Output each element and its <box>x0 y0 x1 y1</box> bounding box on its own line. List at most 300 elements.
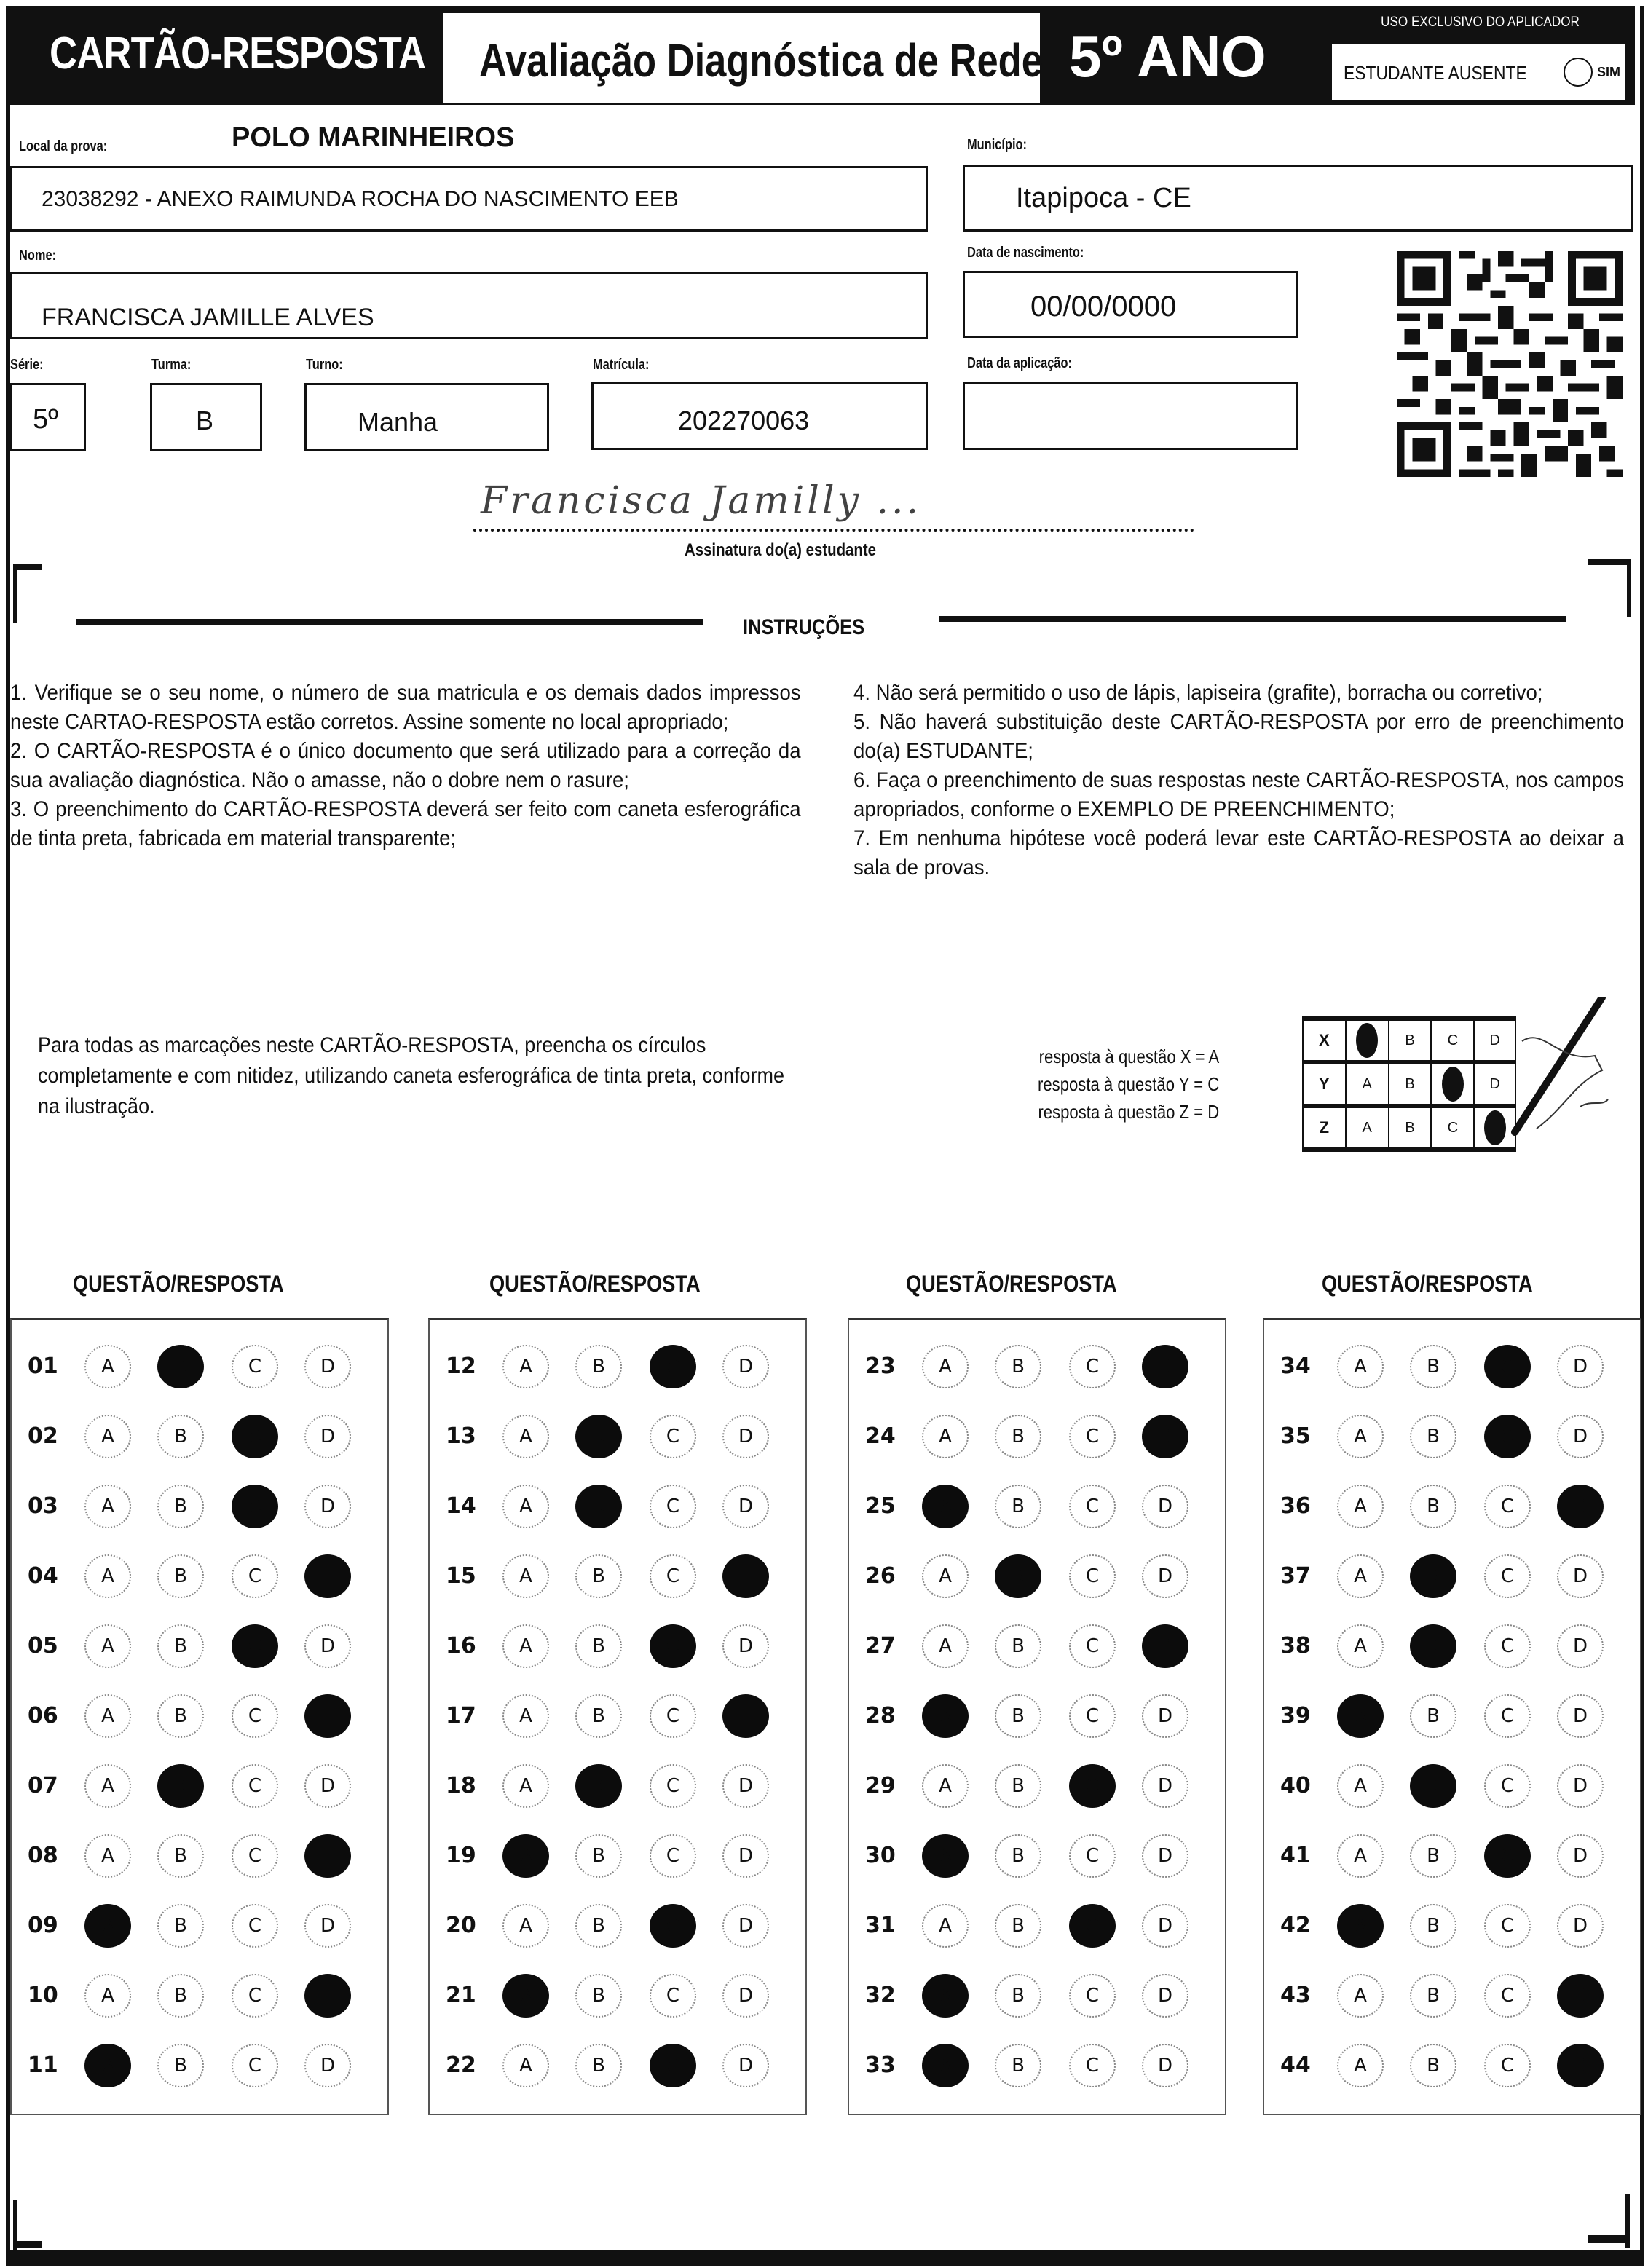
aplicacao-field <box>963 382 1298 450</box>
answer-bubble[interactable]: D <box>1142 1764 1188 1808</box>
qr-code-icon <box>1397 248 1623 481</box>
signature-label: Assinatura do(a) estudante <box>685 540 876 560</box>
answer-bubble[interactable]: A <box>502 1904 549 1948</box>
answer-bubble-filled[interactable]: B <box>575 1764 622 1808</box>
answer-bubble[interactable]: A <box>502 1624 549 1668</box>
answer-bubble-filled[interactable]: D <box>1142 1415 1188 1458</box>
answer-bubble[interactable]: B <box>1410 1485 1456 1528</box>
answer-bubble-filled[interactable]: D <box>304 1974 351 2018</box>
answer-bubble[interactable]: D <box>304 1345 351 1388</box>
answer-bubble[interactable]: D <box>722 1345 769 1388</box>
answer-bubble[interactable]: D <box>1557 1834 1604 1878</box>
answer-bubble[interactable]: A <box>84 1764 131 1808</box>
question-number: 41 <box>1280 1843 1311 1868</box>
question-number: 26 <box>865 1563 896 1589</box>
example-filled-bubble <box>1345 1021 1388 1060</box>
question-number: 44 <box>1280 2052 1311 2078</box>
corner-mark-bl <box>13 2241 42 2248</box>
answer-bubble[interactable]: C <box>650 1764 696 1808</box>
answer-bubble-filled[interactable]: A <box>84 1904 131 1948</box>
question-number: 37 <box>1280 1563 1311 1589</box>
answer-bubble[interactable]: A <box>922 1554 969 1598</box>
answer-bubble[interactable]: B <box>995 1904 1041 1948</box>
instruction-4: 4. Não será permitido o uso de lápis, lapiseira (grafite), borracha ou corretivo; <box>853 681 1543 705</box>
answer-bubble[interactable]: A <box>84 1554 131 1598</box>
nascimento-field <box>963 271 1298 338</box>
question-number: 29 <box>865 1773 896 1798</box>
answer-bubble[interactable]: B <box>995 1834 1041 1878</box>
instructions-right <box>853 679 1624 882</box>
answer-bubble[interactable]: C <box>232 1694 278 1738</box>
question-number: 32 <box>865 1983 896 2008</box>
question-row <box>849 1904 1225 1948</box>
question-row <box>1264 1694 1640 1738</box>
answer-bubble[interactable]: B <box>157 1974 204 2018</box>
answer-bubble[interactable]: A <box>502 1415 549 1458</box>
answer-bubble-filled[interactable]: A <box>922 2044 969 2087</box>
answer-bubble[interactable]: C <box>1069 1485 1116 1528</box>
serie-field <box>10 383 86 451</box>
question-row <box>430 1904 805 1948</box>
answer-bubble-filled[interactable]: C <box>1069 1764 1116 1808</box>
municipio-value: Itapipoca - CE <box>1016 183 1191 213</box>
answer-bubble[interactable]: C <box>232 1974 278 2018</box>
answer-bubble[interactable]: A <box>922 1764 969 1808</box>
question-row <box>849 1764 1225 1808</box>
answer-bubble[interactable]: A <box>1337 1624 1384 1668</box>
answer-bubble-filled[interactable]: D <box>304 1694 351 1738</box>
absent-option-label: SIM <box>1597 65 1621 79</box>
question-number: 20 <box>446 1913 476 1938</box>
answer-bubble-filled[interactable]: C <box>650 1904 696 1948</box>
instruction-5: 5. Não haverá substituição deste CARTÃO-RESPOSTA por erro de preenchimento do(a) ESTUDANTE; <box>853 710 1624 763</box>
answer-bubble[interactable]: C <box>650 1694 696 1738</box>
answer-bubble[interactable]: B <box>995 1345 1041 1388</box>
question-row <box>1264 1834 1640 1878</box>
column-header: QUESTÃO/RESPOSTA <box>73 1271 284 1297</box>
example-row-key: X <box>1302 1021 1345 1060</box>
answer-bubble[interactable]: D <box>1557 1554 1604 1598</box>
example-grid <box>1302 1016 1516 1152</box>
filled-dot-icon <box>1356 1023 1378 1058</box>
instructions-title: INSTRUÇÕES <box>743 615 865 639</box>
question-row <box>1264 1554 1640 1598</box>
answer-bubble-filled[interactable]: B <box>575 1485 622 1528</box>
example-bubble: C <box>1430 1021 1473 1060</box>
answer-bubble-filled[interactable]: D <box>1557 2044 1604 2087</box>
answer-bubble[interactable]: B <box>995 1415 1041 1458</box>
answer-bubble[interactable]: A <box>922 1345 969 1388</box>
answer-bubble-filled[interactable]: A <box>922 1694 969 1738</box>
answer-bubble[interactable]: C <box>1484 1904 1531 1948</box>
answer-column-2 <box>428 1318 807 2115</box>
question-number: 28 <box>865 1703 896 1728</box>
instruction-7: 7. Em nenhuma hipótese você poderá levar este CARTÃO-RESPOSTA ao deixar a sala de provas. <box>853 826 1624 880</box>
question-number: 08 <box>28 1843 58 1868</box>
question-number: 04 <box>28 1563 58 1589</box>
answer-bubble[interactable]: C <box>232 1764 278 1808</box>
answer-bubble[interactable]: B <box>575 1345 622 1388</box>
answer-bubble[interactable]: C <box>1069 1415 1116 1458</box>
answer-bubble-filled[interactable]: A <box>922 1834 969 1878</box>
answer-bubble[interactable]: D <box>722 1974 769 2018</box>
answer-bubble[interactable]: A <box>84 1345 131 1388</box>
answer-bubble[interactable]: D <box>304 2044 351 2087</box>
answer-bubble[interactable]: D <box>304 1764 351 1808</box>
turno-field <box>304 383 549 451</box>
answer-bubble[interactable]: B <box>575 2044 622 2087</box>
local-label: Local da prova: <box>19 138 108 154</box>
question-number: 35 <box>1280 1423 1311 1449</box>
example-legend-x: resposta à questão X = A <box>1038 1046 1220 1067</box>
answer-bubble-filled[interactable]: A <box>502 1974 549 2018</box>
answer-bubble-filled[interactable]: D <box>1557 1974 1604 2018</box>
nome-field <box>10 272 928 339</box>
answer-column-1 <box>10 1318 389 2115</box>
answer-bubble[interactable]: C <box>1069 1694 1116 1738</box>
question-row <box>430 1974 805 2018</box>
answer-bubble[interactable]: C <box>650 1554 696 1598</box>
answer-bubble[interactable]: B <box>995 1694 1041 1738</box>
absent-label: ESTUDANTE AUSENTE <box>1344 62 1527 84</box>
question-number: 03 <box>28 1493 58 1519</box>
question-row <box>12 2044 387 2087</box>
answer-bubble[interactable]: C <box>1069 1554 1116 1598</box>
answer-bubble[interactable]: D <box>304 1485 351 1528</box>
question-number: 16 <box>446 1633 476 1659</box>
answer-bubble[interactable]: C <box>1069 1624 1116 1668</box>
answer-bubble[interactable]: A <box>84 1485 131 1528</box>
answer-bubble[interactable]: D <box>1142 1974 1188 2018</box>
answer-bubble[interactable]: D <box>722 1764 769 1808</box>
answer-bubble[interactable]: B <box>575 1974 622 2018</box>
answer-bubble[interactable]: B <box>157 1904 204 1948</box>
question-number: 38 <box>1280 1633 1311 1659</box>
answer-bubble[interactable]: B <box>995 1974 1041 2018</box>
answer-bubble-filled[interactable]: C <box>650 2044 696 2087</box>
sheet-title: CARTÃO-RESPOSTA <box>50 28 426 79</box>
answer-bubble[interactable]: C <box>232 1345 278 1388</box>
question-row <box>1264 1415 1640 1458</box>
column-header: QUESTÃO/RESPOSTA <box>489 1271 701 1297</box>
answer-bubble[interactable]: A <box>84 1415 131 1458</box>
answer-bubble[interactable]: A <box>84 1624 131 1668</box>
answer-bubble-filled[interactable]: B <box>1410 1554 1456 1598</box>
answer-bubble[interactable]: A <box>1337 1554 1384 1598</box>
question-row <box>849 1554 1225 1598</box>
answer-bubble[interactable]: A <box>84 1974 131 2018</box>
question-number: 09 <box>28 1913 58 1938</box>
answer-bubble[interactable]: D <box>1142 1485 1188 1528</box>
answer-bubble[interactable]: B <box>157 1834 204 1878</box>
answer-bubble[interactable]: D <box>1142 2044 1188 2087</box>
answer-bubble-filled[interactable]: A <box>502 1834 549 1878</box>
signature-line[interactable] <box>473 473 1194 532</box>
answer-bubble[interactable]: C <box>232 1554 278 1598</box>
answer-bubble[interactable]: B <box>1410 1415 1456 1458</box>
answer-bubble[interactable]: C <box>650 1974 696 2018</box>
example-bubble: B <box>1388 1064 1431 1104</box>
answer-bubble-filled[interactable]: D <box>1142 1345 1188 1388</box>
question-number: 33 <box>865 2052 896 2078</box>
answer-bubble[interactable]: A <box>922 1624 969 1668</box>
question-row <box>430 1764 805 1808</box>
answer-bubble[interactable]: A <box>1337 1834 1384 1878</box>
answer-bubble[interactable]: C <box>1484 1554 1531 1598</box>
instruction-3: 3. O preenchimento do CARTÃO-RESPOSTA deverá ser feito com caneta esferográfica de tinta preta, fabricada em material transparente; <box>10 797 801 850</box>
question-number: 27 <box>865 1633 896 1659</box>
question-number: 01 <box>28 1354 58 1379</box>
question-number: 12 <box>446 1354 476 1379</box>
answer-bubble[interactable]: B <box>995 1624 1041 1668</box>
question-number: 42 <box>1280 1913 1311 1938</box>
answer-bubble[interactable]: D <box>722 1624 769 1668</box>
answer-bubble-filled[interactable]: C <box>232 1485 278 1528</box>
answer-bubble[interactable]: B <box>995 2044 1041 2087</box>
answer-bubble-filled[interactable]: D <box>1557 1485 1604 1528</box>
grade-label: 5º ANO <box>1069 24 1266 89</box>
example-row-key: Y <box>1302 1064 1345 1104</box>
answer-bubble[interactable]: A <box>502 1345 549 1388</box>
question-row <box>849 2044 1225 2087</box>
answer-bubble[interactable]: D <box>1557 1764 1604 1808</box>
exam-name: Avaliação Diagnóstica de Rede <box>479 34 1043 87</box>
answer-bubble-filled[interactable]: A <box>922 1974 969 2018</box>
turma-label: Turma: <box>151 357 192 373</box>
answer-bubble[interactable]: B <box>157 1415 204 1458</box>
answer-bubble[interactable]: B <box>1410 1904 1456 1948</box>
answer-bubble[interactable]: B <box>575 1554 622 1598</box>
answer-bubble[interactable]: A <box>84 1834 131 1878</box>
answer-bubble[interactable]: C <box>232 1834 278 1878</box>
answer-bubble-filled[interactable]: C <box>1069 1904 1116 1948</box>
answer-bubble[interactable]: C <box>1069 1834 1116 1878</box>
pen-hand-illustration-icon <box>1493 997 1609 1143</box>
answer-bubble-filled[interactable]: A <box>922 1485 969 1528</box>
nome-label: Nome: <box>19 248 57 264</box>
answer-bubble[interactable]: B <box>575 1904 622 1948</box>
filled-dot-icon <box>1442 1067 1464 1102</box>
answer-bubble[interactable]: D <box>1557 1904 1604 1948</box>
answer-bubble-filled[interactable]: B <box>157 1345 204 1388</box>
answer-bubble[interactable]: A <box>1337 1485 1384 1528</box>
answer-bubble[interactable]: B <box>157 1624 204 1668</box>
exam-name-box <box>443 13 1043 103</box>
answer-bubble[interactable]: D <box>722 1485 769 1528</box>
column-header: QUESTÃO/RESPOSTA <box>1322 1271 1533 1297</box>
instructions-rule-left <box>76 619 703 625</box>
example-bubble: B <box>1388 1021 1431 1060</box>
answer-bubble[interactable]: B <box>1410 1974 1456 2018</box>
bottom-border <box>6 2250 1644 2266</box>
answer-bubble[interactable]: A <box>84 1694 131 1738</box>
answer-bubble[interactable]: B <box>575 1694 622 1738</box>
example-bubble: A <box>1345 1108 1388 1147</box>
answer-bubble[interactable]: B <box>1410 1694 1456 1738</box>
answer-bubble[interactable]: B <box>995 1485 1041 1528</box>
answer-bubble[interactable]: A <box>922 1904 969 1948</box>
nascimento-value: 00/00/0000 <box>1030 291 1177 323</box>
question-row <box>1264 1624 1640 1668</box>
corner-mark-tl <box>13 564 42 570</box>
answer-bubble-filled[interactable]: D <box>304 1554 351 1598</box>
answer-bubble[interactable]: C <box>1484 2044 1531 2087</box>
answer-bubble[interactable]: D <box>1557 1624 1604 1668</box>
municipio-label: Município: <box>967 137 1027 153</box>
example-filled-bubble <box>1430 1064 1473 1104</box>
answer-bubble-filled[interactable]: A <box>1337 1694 1384 1738</box>
answer-bubble-filled[interactable]: D <box>722 1694 769 1738</box>
answer-bubble[interactable]: C <box>1484 1764 1531 1808</box>
question-number: 43 <box>1280 1983 1311 2008</box>
answer-bubble[interactable]: D <box>304 1415 351 1458</box>
answer-bubble-filled[interactable]: D <box>304 1834 351 1878</box>
question-number: 21 <box>446 1983 476 2008</box>
question-number: 40 <box>1280 1773 1311 1798</box>
answer-bubble[interactable]: C <box>1069 1974 1116 2018</box>
answer-bubble[interactable]: B <box>575 1834 622 1878</box>
question-number: 31 <box>865 1913 896 1938</box>
question-number: 07 <box>28 1773 58 1798</box>
serie-label: Série: <box>10 357 44 373</box>
answer-bubble[interactable]: D <box>1557 1694 1604 1738</box>
answer-bubble[interactable]: D <box>722 1904 769 1948</box>
answer-bubble[interactable]: D <box>1142 1904 1188 1948</box>
answer-bubble-filled[interactable]: C <box>650 1624 696 1668</box>
answer-bubble[interactable]: C <box>650 1485 696 1528</box>
answer-bubble-filled[interactable]: A <box>1337 1904 1384 1948</box>
answer-bubble[interactable]: B <box>1410 1345 1456 1388</box>
question-number: 39 <box>1280 1703 1311 1728</box>
answer-bubble[interactable]: C <box>1069 1345 1116 1388</box>
answer-bubble-filled[interactable]: C <box>650 1345 696 1388</box>
answer-bubble-filled[interactable]: A <box>84 2044 131 2087</box>
question-row <box>12 1415 387 1458</box>
answer-bubble[interactable]: A <box>502 1485 549 1528</box>
question-row <box>430 1485 805 1528</box>
answer-bubble[interactable]: A <box>1337 1415 1384 1458</box>
answer-bubble-filled[interactable]: B <box>1410 1764 1456 1808</box>
fill-instructions: Para todas as marcações neste CARTÃO-RESPOSTA, preencha os círculos completamente e com nitidez, utilizando caneta esferográfica de tinta preta, conforme na ilustração. <box>38 1033 785 1118</box>
question-row <box>430 1345 805 1388</box>
question-number: 36 <box>1280 1493 1311 1519</box>
answer-bubble[interactable]: A <box>502 1694 549 1738</box>
header-bar <box>6 6 1325 105</box>
signature-handwriting: Francisca Jamilly ... <box>481 479 922 523</box>
answer-bubble[interactable]: D <box>1557 1345 1604 1388</box>
question-row <box>849 1345 1225 1388</box>
answer-bubble[interactable]: A <box>502 2044 549 2087</box>
question-row <box>12 1974 387 2018</box>
example-legend-z: resposta à questão Z = D <box>1038 1101 1220 1123</box>
answer-bubble-filled[interactable]: B <box>1410 1624 1456 1668</box>
question-row <box>849 1834 1225 1878</box>
answer-bubble[interactable]: B <box>1410 1834 1456 1878</box>
answer-bubble[interactable]: D <box>1557 1415 1604 1458</box>
answer-bubble-filled[interactable]: C <box>1484 1345 1531 1388</box>
answer-bubble[interactable]: D <box>304 1904 351 1948</box>
answer-bubble[interactable]: C <box>1484 1624 1531 1668</box>
answer-bubble-filled[interactable]: C <box>232 1415 278 1458</box>
answer-bubble[interactable]: A <box>502 1554 549 1598</box>
answer-bubble[interactable]: C <box>1484 1485 1531 1528</box>
answer-bubble[interactable]: B <box>1410 2044 1456 2087</box>
example-legend-y: resposta à questão Y = C <box>1038 1073 1220 1095</box>
answer-bubble[interactable]: D <box>1142 1554 1188 1598</box>
answer-bubble[interactable]: C <box>650 1834 696 1878</box>
turno-value: Manha <box>358 407 438 437</box>
question-row <box>1264 1764 1640 1808</box>
turno-label: Turno: <box>306 357 343 373</box>
answer-bubble[interactable]: B <box>575 1624 622 1668</box>
answer-bubble[interactable]: C <box>232 2044 278 2087</box>
question-row <box>430 1624 805 1668</box>
answer-bubble[interactable]: A <box>502 1764 549 1808</box>
question-row <box>430 1834 805 1878</box>
example-row <box>1302 1108 1516 1152</box>
answer-bubble[interactable]: C <box>1484 1974 1531 2018</box>
question-row <box>849 1485 1225 1528</box>
example-bubble: B <box>1388 1108 1431 1147</box>
answer-bubble[interactable]: A <box>1337 2044 1384 2087</box>
answer-bubble[interactable]: D <box>1142 1834 1188 1878</box>
question-row <box>849 1974 1225 2018</box>
answer-bubble-filled[interactable]: C <box>232 1624 278 1668</box>
answer-bubble[interactable]: D <box>304 1624 351 1668</box>
answer-bubble[interactable]: A <box>1337 1764 1384 1808</box>
question-row <box>12 1904 387 1948</box>
answer-bubble[interactable]: B <box>157 1485 204 1528</box>
instructions-left <box>10 679 801 853</box>
answer-bubble[interactable]: D <box>722 2044 769 2087</box>
school-field <box>10 166 928 232</box>
applicator-box <box>1325 6 1635 105</box>
corner-mark-tr-v <box>1627 559 1631 617</box>
question-number: 13 <box>446 1423 476 1449</box>
answer-bubble-filled[interactable]: B <box>575 1415 622 1458</box>
polo-name: POLO MARINHEIROS <box>232 122 515 153</box>
answer-bubble-filled[interactable]: B <box>995 1554 1041 1598</box>
answer-bubble-filled[interactable]: C <box>1484 1415 1531 1458</box>
answer-bubble[interactable]: C <box>1484 1694 1531 1738</box>
question-row <box>849 1624 1225 1668</box>
absent-bubble[interactable] <box>1564 58 1593 87</box>
answer-bubble-filled[interactable]: C <box>1484 1834 1531 1878</box>
answer-bubble[interactable]: B <box>157 1554 204 1598</box>
answer-bubble[interactable]: C <box>1069 2044 1116 2087</box>
answer-bubble[interactable]: A <box>1337 1345 1384 1388</box>
answer-bubble[interactable]: B <box>157 1694 204 1738</box>
column-header: QUESTÃO/RESPOSTA <box>906 1271 1117 1297</box>
answer-bubble[interactable]: C <box>232 1904 278 1948</box>
answer-bubble-filled[interactable]: D <box>1142 1624 1188 1668</box>
question-row <box>1264 1485 1640 1528</box>
answer-bubble[interactable]: D <box>1142 1694 1188 1738</box>
answer-bubble[interactable]: A <box>1337 1974 1384 2018</box>
question-row <box>12 1554 387 1598</box>
answer-bubble[interactable]: B <box>157 2044 204 2087</box>
answer-bubble-filled[interactable]: D <box>722 1554 769 1598</box>
question-row <box>430 1694 805 1738</box>
answer-bubble[interactable]: A <box>922 1415 969 1458</box>
question-row <box>12 1345 387 1388</box>
answer-bubble[interactable]: B <box>995 1764 1041 1808</box>
answer-bubble[interactable]: D <box>722 1415 769 1458</box>
answer-bubble[interactable]: C <box>650 1415 696 1458</box>
answer-bubble[interactable]: D <box>722 1834 769 1878</box>
matricula-value: 202270063 <box>678 406 810 435</box>
answer-bubble-filled[interactable]: B <box>157 1764 204 1808</box>
